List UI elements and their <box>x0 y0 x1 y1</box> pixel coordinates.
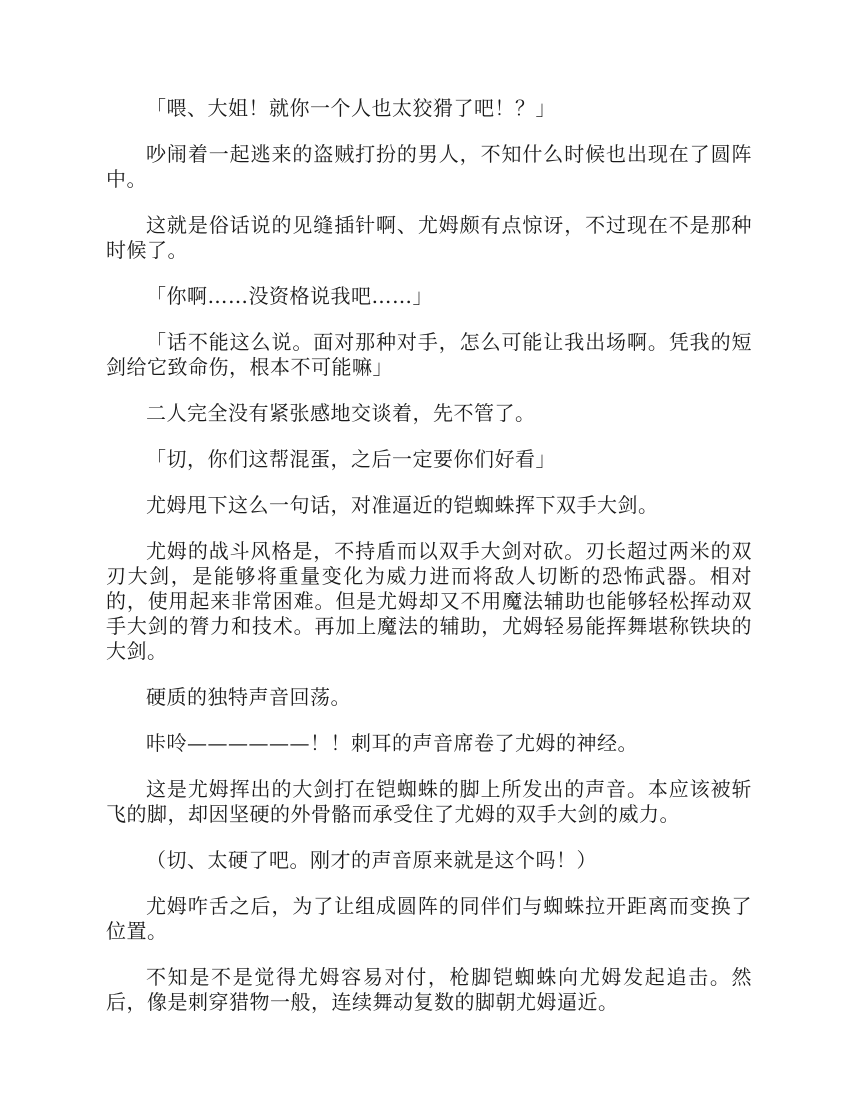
paragraph: 咔呤——————！！刺耳的声音席卷了尤姆的神经。 <box>146 731 638 755</box>
document-body <box>106 96 752 1036</box>
paragraph: 硬质的独特声音回荡。 <box>146 685 351 709</box>
paragraph: 「切，你们这帮混蛋，之后一定要你们好看」 <box>146 447 556 471</box>
paragraph: 这是尤姆挥出的大剑打在铠蜘蛛的脚上所发出的声音。本应该被斩飞的脚，却因坚硬的外骨骼而承受住了尤姆的双手大剑的威力。 <box>106 777 752 826</box>
paragraph: 尤姆的战斗风格是，不持盾而以双手大剑对砍。刃长超过两米的双刃大剑，是能够将重量变化为威力进而将敌人切断的恐怖武器。相对的，使用起来非常困难。但是尤姆却又不用魔法辅助也能够轻松挥动双手大剑的膂力和技术。再加上魔法的辅助，尤姆轻易能挥舞堪称铁块的大剑。 <box>106 539 752 663</box>
paragraph: 二人完全没有紧张感地交谈着，先不管了。 <box>146 401 536 425</box>
paragraph: 这就是俗话说的见缝插针啊、尤姆颇有点惊讶，不过现在不是那种时候了。 <box>106 213 752 262</box>
paragraph: 「你啊……没资格说我吧……」 <box>146 284 433 308</box>
paragraph: 尤姆咋舌之后，为了让组成圆阵的同伴们与蜘蛛拉开距离而变换了位置。 <box>106 894 752 943</box>
paragraph: 「话不能这么说。面对那种对手，怎么可能让我出场啊。凭我的短剑给它致命伤，根本不可能嘛」 <box>106 330 752 379</box>
paragraph: 不知是不是觉得尤姆容易对付，枪脚铠蜘蛛向尤姆发起追击。然后，像是刺穿猎物一般，连续舞动复数的脚朝尤姆逼近。 <box>106 965 752 1014</box>
paragraph: （切、太硬了吧。刚才的声音原来就是这个吗！） <box>146 848 597 872</box>
paragraph: 吵闹着一起逃来的盗贼打扮的男人，不知什么时候也出现在了圆阵中。 <box>106 142 752 191</box>
paragraph: 「喂、大姐！就你一个人也太狡猾了吧！？」 <box>146 96 556 120</box>
paragraph: 尤姆甩下这么一句话，对准逼近的铠蜘蛛挥下双手大剑。 <box>146 493 659 517</box>
